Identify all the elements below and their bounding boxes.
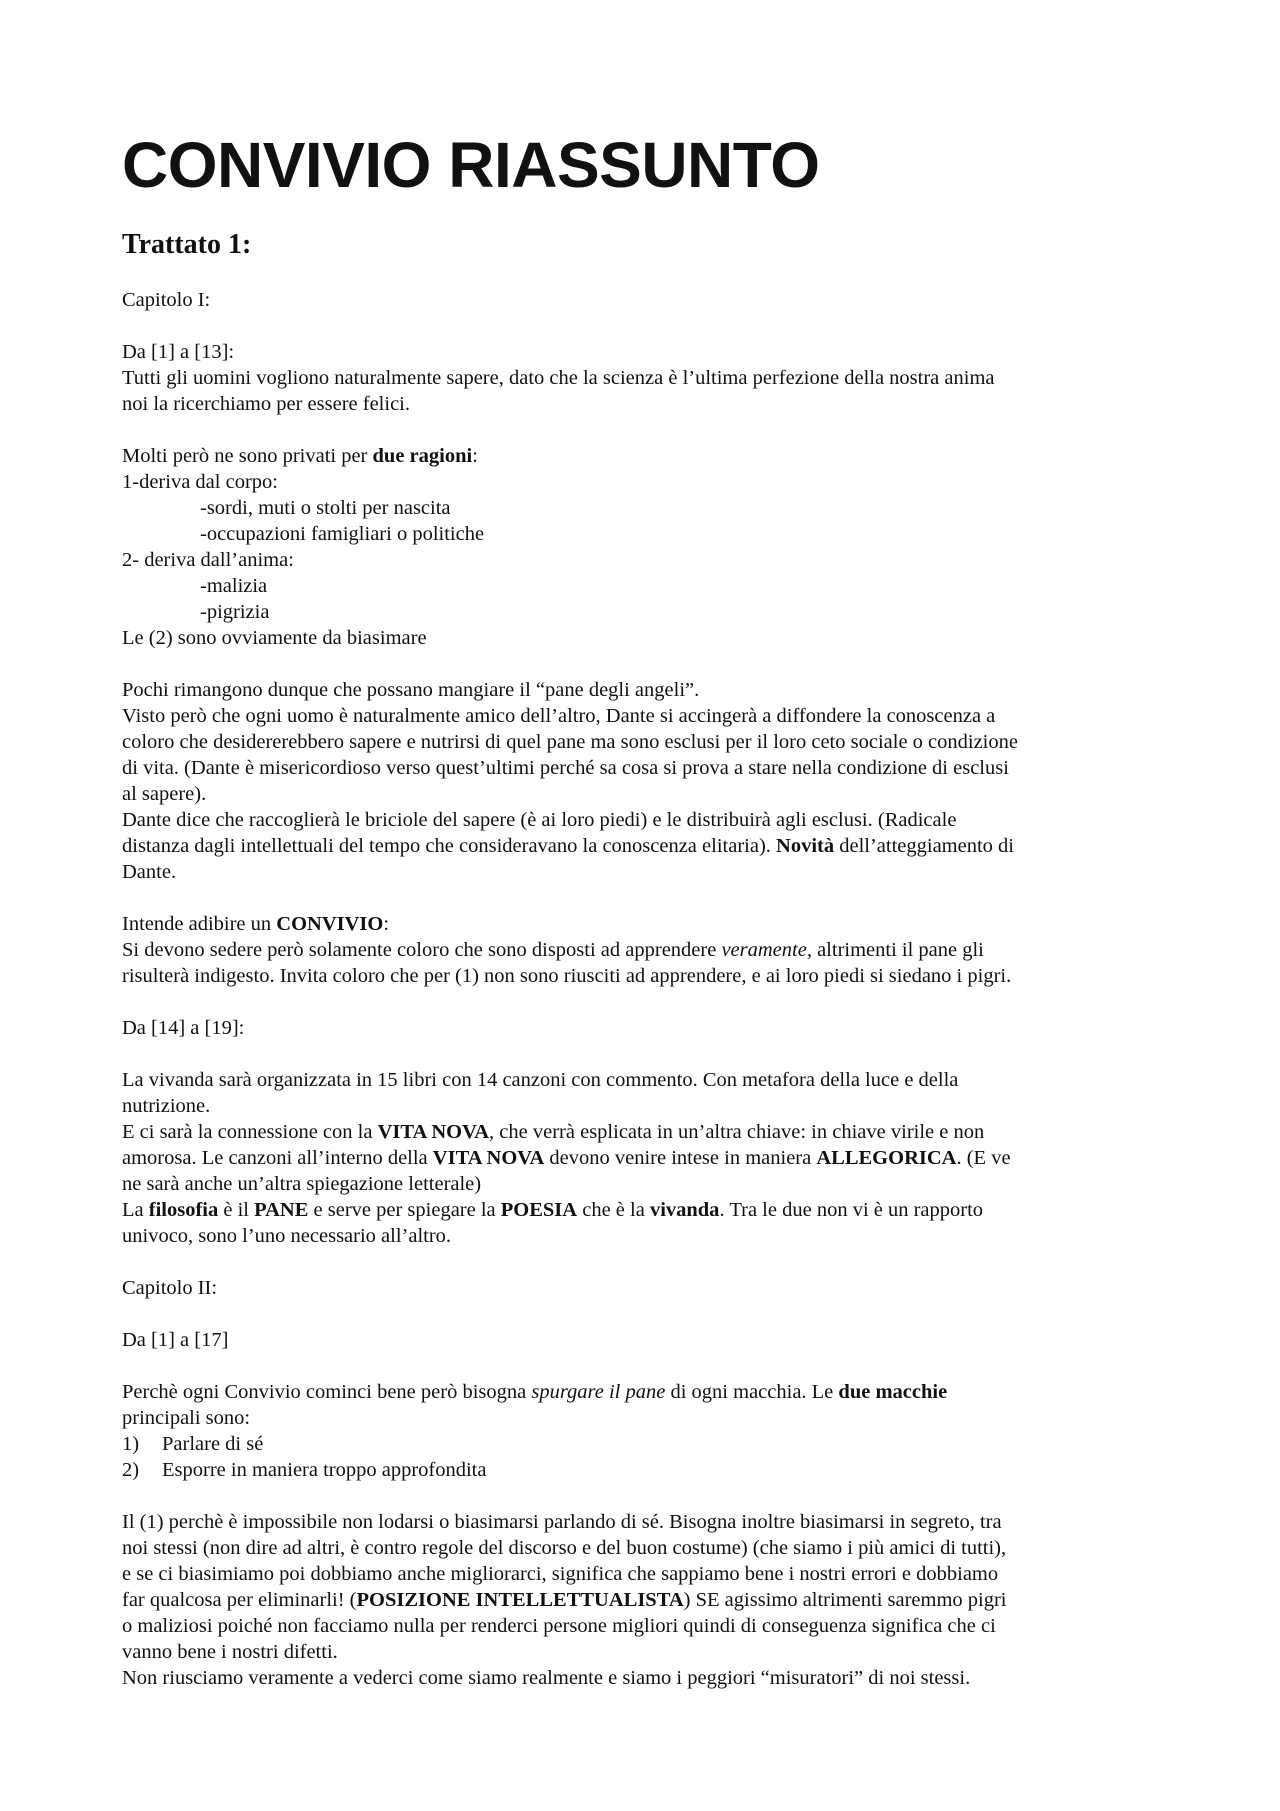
text-line: Si devono sedere però solamente coloro che sono disposti ad apprendere veramente, altrimenti il pane gli [122,939,984,961]
text-line: Non riusciamo veramente a vederci come siamo realmente e siamo i peggiori “misuratori” di noi stessi. [122,1667,971,1689]
text-line: nutrizione. [122,1095,211,1117]
list-subitem: -malizia [200,575,268,597]
text-line: al sapere). [122,783,207,805]
text-line: Intende adibire un CONVIVIO: [122,913,390,935]
text-line: vanno bene i nostri difetti. [122,1641,338,1663]
list-subitem: -occupazioni famigliari o politiche [200,523,485,545]
document-body [122,287,1182,1691]
text-line: La filosofia è il PANE e serve per spiegare la POESIA che è la vivanda. Tra le due non vi è un rapporto [122,1199,984,1221]
document-title: CONVIVIO RIASSUNTO [122,129,820,201]
text-line: risulterà indigesto. Invita coloro che per (1) non sono riusciti ad apprendere, e ai loro piedi si siedano i pigri. [122,965,1012,987]
text-line: Il (1) perchè è impossibile non lodarsi o biasimarsi parlando di sé. Bisogna inoltre biasimarsi in segreto, tra [122,1511,1002,1533]
text-line: Visto però che ogni uomo è naturalmente amico dell’altro, Dante si accingerà a diffondere la conoscenza a [122,705,996,727]
text-line: Tutti gli uomini vogliono naturalmente sapere, dato che la scienza è l’ultima perfezione della nostra anima [122,367,995,389]
text-line: E ci sarà la connessione con la VITA NOVA, che verrà esplicata in un’altra chiave: in chiave virile e non [122,1121,985,1143]
range-label: Da [1] a [13]: [122,341,235,363]
list-item: 1-deriva dal corpo: [122,471,278,493]
range-label: Da [1] a [17] [122,1329,229,1351]
list-subitem: -pigrizia [200,601,270,623]
text-line: Dante dice che raccoglierà le briciole del sapere (è ai loro piedi) e le distribuirà agli esclusi. (Radicale [122,809,957,831]
text-line: univoco, sono l’uno necessario all’altro. [122,1225,452,1247]
list-item: 2- deriva dall’anima: [122,549,294,571]
text-line: Dante. [122,861,177,883]
chapter-heading: Capitolo II: [122,1277,218,1299]
text-line: far qualcosa per eliminarli! (POSIZIONE INTELLETTUALISTA) SE agissimo altrimenti saremmo pigri [122,1589,1007,1611]
text-line: Molti però ne sono privati per due ragioni: [122,445,478,467]
chapter-heading: Capitolo I: [122,289,211,311]
text-line: di vita. (Dante è misericordioso verso quest’ultimi perché sa cosa si prova a stare nella condizione di esclusi [122,757,1009,779]
text-line: ne sarà anche un’altra spiegazione letterale) [122,1173,482,1195]
range-label: Da [14] a [19]: [122,1017,245,1039]
text-line: principali sono: [122,1407,251,1429]
numbered-item: 1) Parlare di sé [122,1433,264,1455]
section-heading: Trattato 1: [122,229,252,260]
text-line: noi stessi (non dire ad altri, è contro regole del discorso e del buon costume) (che siamo i più amici di tutti), [122,1537,1007,1559]
text-line: distanza dagli intellettuali del tempo che consideravano la conoscenza elitaria). Novità dell’atteggiamento di [122,835,1014,857]
numbered-item: 2) Esporre in maniera troppo approfondita [122,1459,487,1481]
text-line: La vivanda sarà organizzata in 15 libri con 14 canzoni con commento. Con metafora della luce e della [122,1069,959,1091]
text-line: Perchè ogni Convivio cominci bene però bisogna spurgare il pane di ogni macchia. Le due macchie [122,1381,948,1403]
text-line: o maliziosi poiché non facciamo nulla per renderci persone migliori quindi di conseguenza significa che ci [122,1615,996,1637]
text-line: coloro che desidererebbero sapere e nutrirsi di quel pane ma sono esclusi per il loro ceto sociale o condizione [122,731,1018,753]
text-line: amorosa. Le canzoni all’interno della VITA NOVA devono venire intese in maniera ALLEGORICA. (E ve [122,1147,1011,1169]
text-line: e se ci biasimiamo poi dobbiamo anche migliorarci, significa che sappiamo bene i nostri errori e dobbiamo [122,1563,999,1585]
list-subitem: -sordi, muti o stolti per nascita [200,497,451,519]
text-line: Pochi rimangono dunque che possano mangiare il “pane degli angeli”. [122,679,700,701]
text-line: noi la ricerchiamo per essere felici. [122,393,410,415]
text-line: Le (2) sono ovviamente da biasimare [122,627,427,649]
